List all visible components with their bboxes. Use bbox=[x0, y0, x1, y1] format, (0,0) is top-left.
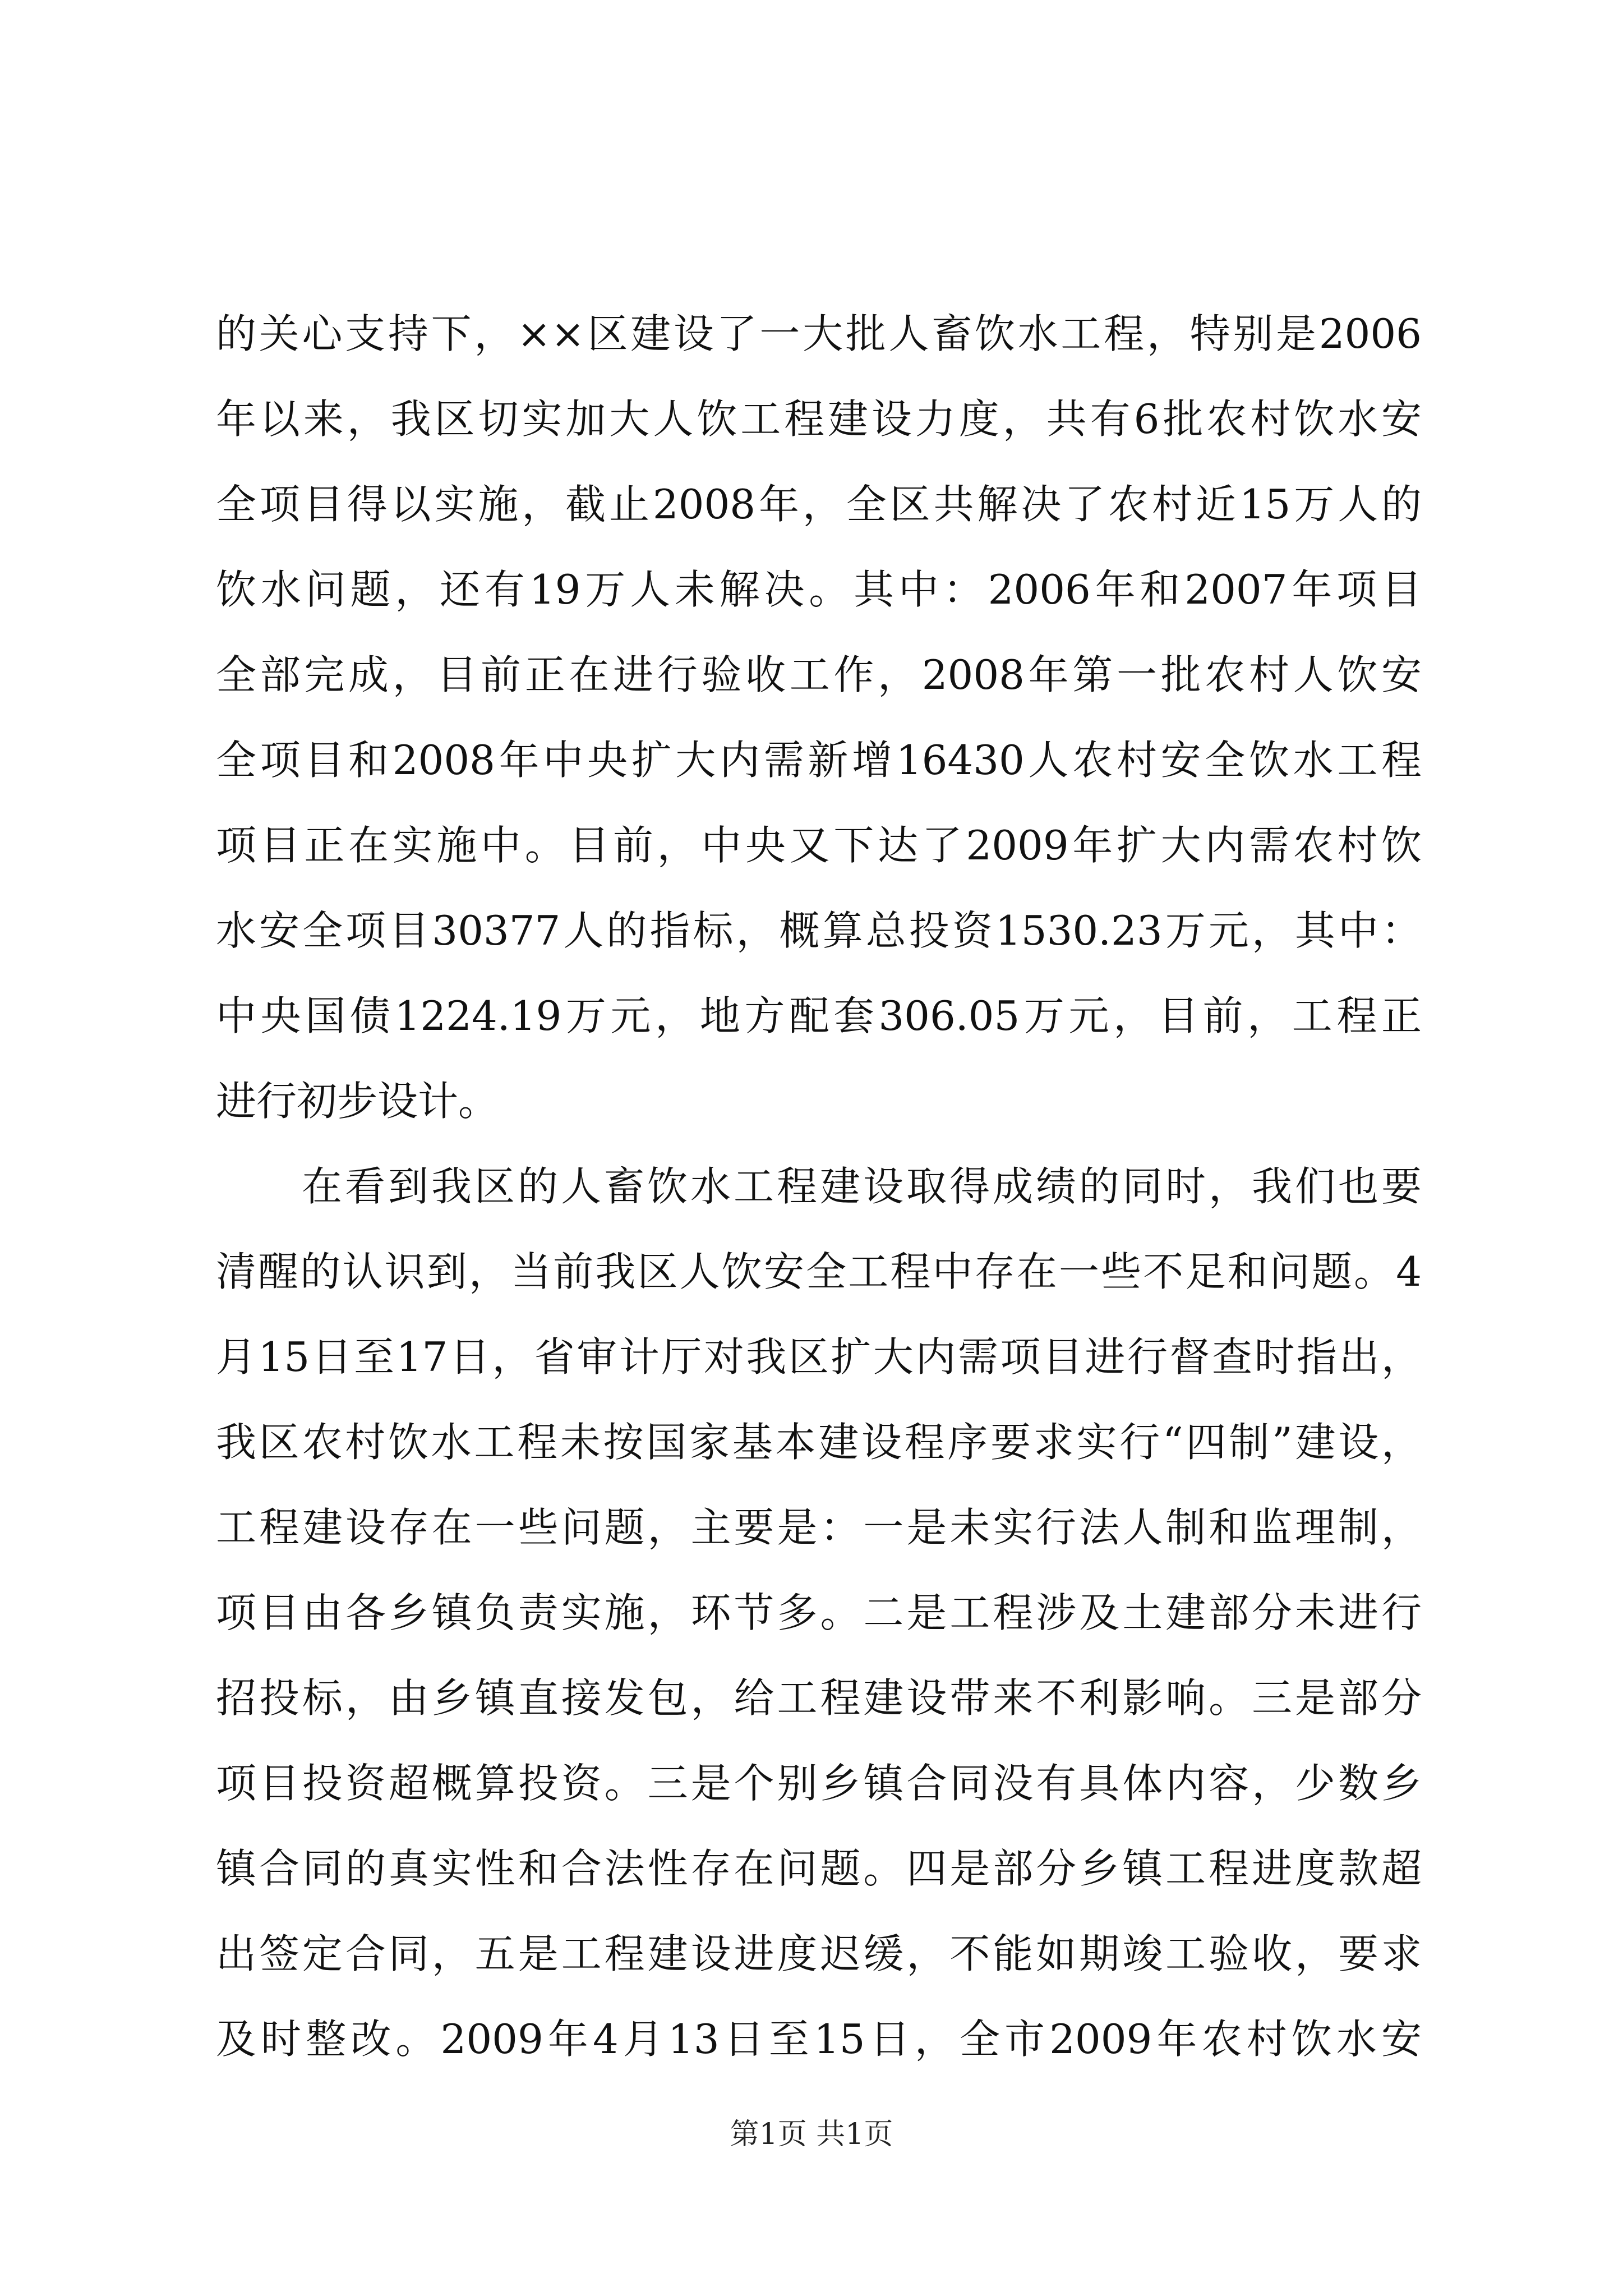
body-line: 项目投资超概算投资。三是个别乡镇合同没有具体内容，少数乡 bbox=[216, 1760, 1422, 1807]
body-line: 中央国债1224.19万元，地方配套306.05万元，目前，工程正 bbox=[216, 992, 1422, 1039]
body-line: 年以来，我区切实加大人饮工程建设力度，共有6批农村饮水安 bbox=[216, 395, 1422, 443]
body-line: 清醒的认识到，当前我区人饮安全工程中存在一些不足和问题。4 bbox=[216, 1248, 1422, 1295]
body-line: 我区农村饮水工程未按国家基本建设程序要求实行“四制”建设， bbox=[216, 1419, 1422, 1466]
body-line: 月15日至17日，省审计厅对我区扩大内需项目进行督查时指出， bbox=[216, 1333, 1422, 1381]
body-line: 项目由各乡镇负责实施，环节多。二是工程涉及土建部分未进行 bbox=[216, 1589, 1422, 1636]
body-line: 饮水问题，还有19万人未解决。其中：2006年和2007年项目 bbox=[216, 566, 1422, 613]
body-line: 出签定合同，五是工程建设进度迟缓，不能如期竣工验收，要求 bbox=[216, 1930, 1422, 1977]
body-line: 及时整改。2009年4月13日至15日，全市2009年农村饮水安 bbox=[216, 2016, 1422, 2063]
body-line: 招投标，由乡镇直接发包，给工程建设带来不利影响。三是部分 bbox=[216, 1674, 1422, 1722]
body-line: 全项目和2008年中央扩大内需新增16430人农村安全饮水工程 bbox=[216, 737, 1422, 784]
body-line: 水安全项目30377人的指标，概算总投资1530.23万元，其中： bbox=[216, 907, 1422, 954]
body-line: 进行初步设计。 bbox=[216, 1078, 499, 1125]
body-line: 工程建设存在一些问题，主要是：一是未实行法人制和监理制， bbox=[216, 1504, 1422, 1551]
paragraph-first-line: 在看到我区的人畜饮水工程建设取得成绩的同时，我们也要 bbox=[302, 1163, 1422, 1210]
body-line: 全部完成，目前正在进行验收工作，2008年第一批农村人饮安 bbox=[216, 651, 1422, 698]
body-line: 全项目得以实施，截止2008年，全区共解决了农村近15万人的 bbox=[216, 481, 1422, 528]
page-number-footer: 第1页 共1页 bbox=[730, 2118, 893, 2151]
body-line: 项目正在实施中。目前，中央又下达了2009年扩大内需农村饮 bbox=[216, 822, 1422, 869]
body-line: 镇合同的真实性和合法性存在问题。四是部分乡镇工程进度款超 bbox=[216, 1845, 1422, 1892]
body-line: 的关心支持下，××区建设了一大批人畜饮水工程，特别是2006 bbox=[216, 310, 1422, 357]
